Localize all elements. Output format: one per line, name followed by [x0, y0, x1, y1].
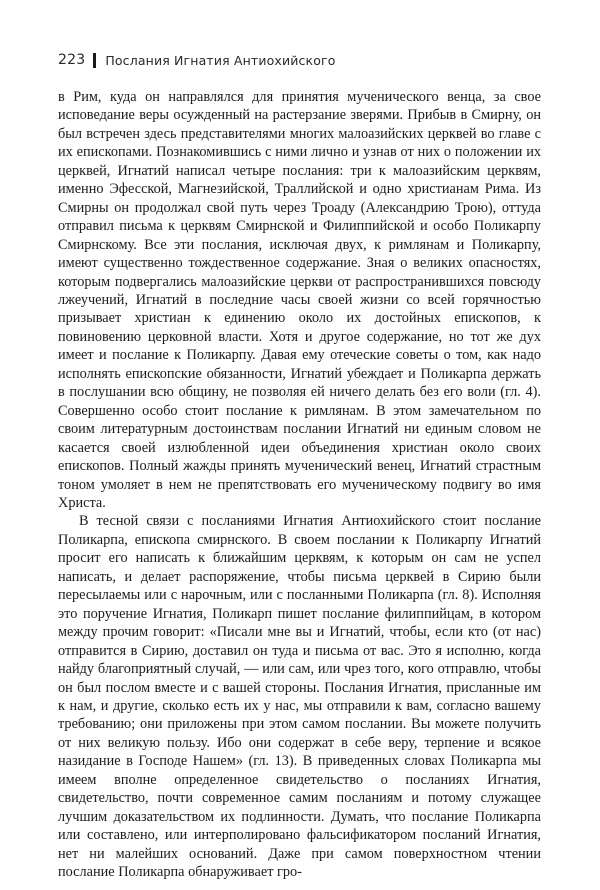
paragraph: В тесной связи с посланиями Игнатия Антиохийского стоит послание Поликарпа, епископа смирнского. В своем послании к Поликарпу Игнатий просит его написать к ближайшим церквям, к которым он сам не успел написать, и делает распоряжение, чтобы письма церквей в Сирию были пересылаемы или с нарочным, или с посланными Поликарпа (гл. 8). Исполняя это поручение Игнатия, Поликарп пишет послание филиппийцам, в котором между прочим говорит: «Писали мне вы и Игнатий, чтобы, если кто (от нас) отправится в Сирию, доставил он туда и письма от вас. Это я исполню, когда найду благоприятный случай, — или сам, или чрез того, кого отправлю, чтобы он был послом вместе и с вашей стороны. Послания Игнатия, присланные им к нам, и другие, сколько есть их у нас, мы отправили к вам, согласно вашему требованию; они приложены при этом самом послании. Вы можете получить от них великую пользу. Ибо они содержат в себе веру, терпение и всякое назидание в Господе Нашем» (гл. 13). В приведенных словах Поликарпа мы имеем вполне определенное свидетельство о посланиях Игнатия, свидетельство, почти современное самим посланиям и потому служащее лучшим доказательством их подлинности. Думать, что послание Поликарпа или составлено, или интерполировано фальсификатором посланий Игнатия, нет ни малейших оснований. Даже при самом поверхностном чтении послание Поликарпа обнаруживает гро- — [58, 513, 541, 881]
header-divider — [93, 53, 96, 68]
running-title: Послания Игнатия Антиохийского — [105, 52, 336, 68]
page-number: 223 — [58, 52, 86, 68]
paragraph-continued: в Рим, куда он направлялся для принятия мученического венца, за свое исповедание веры осужденный на растерзание зверями. Прибыв в Смирну, он был встречен здесь представителями многих малоазийских церквей во главе с их епископами. Познакомившись с ними лично и узнав от них о положении их церквей, Игнатий написал четыре послания: три к малоазийским церквям, именно Эфесской, Магнезийской, Траллийской и одно христианам Рима. Из Смирны он продолжал свой путь через Троаду (Александрию Трою), оттуда отправил письма к церквям Смирнской и Филиппийской и особо Поликарпу Смирнскому. Все эти послания, исключая двух, к римлянам и Поликарпу, имеют существенно тождественное содержание. Зная о великих опасностях, которым подвергались малоазийские церкви от распространившихся повсюду лжеучений, Игнатий в последние часы своей жизни со всей горячностью призывает христиан к единению около их достойных епископов, к повиновению церковной власти. Хотя и другое содержание, но тот же дух имеет и послание к Поликарпу. Давая ему отеческие советы о том, как надо исполнять епископские обязанности, Игнатий убеждает и Поликарпа держать в послушании всю общину, не позволяя ей ничего делать без его воли (гл. 4). Совершенно особо стоит послание к римлянам. В этом замечательном по своим литературным достоинствам послании Игнатий ни единым словом не касается своей излюбленной идеи объединения христиан около своих епископов. Полный жажды принять мученический венец, Игнатий страстным тоном умоляет в нем не препятствовать его мученическому подвигу во имя Христа. — [58, 89, 541, 511]
running-head — [58, 50, 336, 70]
body-text — [58, 88, 541, 881]
